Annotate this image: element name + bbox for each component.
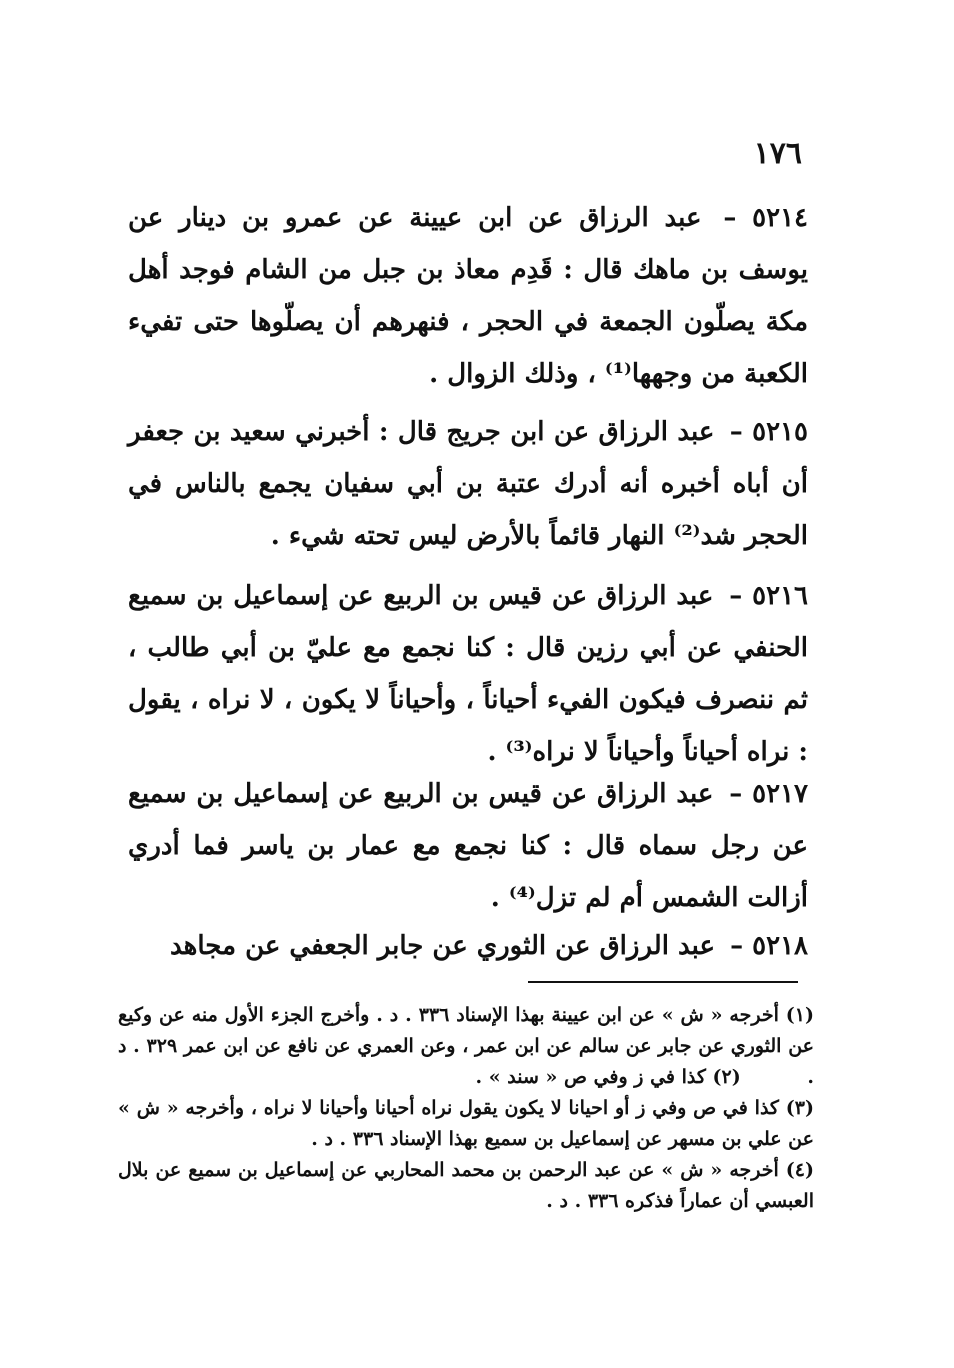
hadith-number: ٥٢١٨ – xyxy=(730,931,808,961)
footnote-1 xyxy=(118,1000,814,1093)
footnote-4-text: (٤) أخرجه « ش » عن عبد الرحمن بن محمد المحاربي عن إسماعيل بن سميع عن بلال العبسي أن عماراً فذكره ٣٣٦ . د . xyxy=(118,1159,814,1212)
footnote-4 xyxy=(118,1155,814,1217)
hadith-5215 xyxy=(128,406,808,562)
hadith-number: ٥٢١٤ – xyxy=(723,203,808,233)
hadith-number: ٥٢١٦ – xyxy=(729,581,808,611)
hadith-5218 xyxy=(128,920,808,972)
hadith-text: عبد الرزاق عن الثوري عن جابر الجعفي عن مجاهد xyxy=(170,931,716,961)
hadith-number: ٥٢١٥ – xyxy=(729,417,808,447)
footnote-3 xyxy=(118,1093,814,1155)
hadith-5217 xyxy=(128,768,808,924)
footnotes xyxy=(118,1000,814,1217)
hadith-text: عبد الرزاق عن قيس بن الربيع عن إسماعيل بن سميع الحنفي عن أبي رزين قال : كنا نجمع مع عليّ بن أبي طالب ، ثم ننصرف فيكون الفيء أحياناً ، وأحياناً لا يكون ، لا نراه ، يقول : نراه أحياناً وأحياناً لا نراه⁽³⁾ . xyxy=(128,581,808,767)
hadith-text: عبد الرزاق عن ابن جريج قال : أخبرني سعيد بن جعفر أن أباه أخبره أنه أدرك عتبة بن أبي سفيان يجمع بالناس في الحجر شد⁽²⁾ النهار قائماً بالأرض ليس تحته شيء . xyxy=(128,417,808,551)
hadith-number: ٥٢١٧ – xyxy=(729,779,808,809)
footnote-divider xyxy=(528,981,798,983)
page-number: ١٧٦ xyxy=(753,136,802,171)
footnote-3-text: (٣) كذا في ص وفي ز أو احيانا لا يكون يقول نراه أحيانا وأحيانا لا نراه ، وأخرجه « ش » عن علي بن مسهر عن إسماعيل بن سميع بهذا الإسناد ٣٣٦ . د . xyxy=(118,1097,814,1150)
hadith-text: عبد الرزاق عن ابن عيينة عن عمرو بن دينار عن يوسف بن ماهك قال : قَدِم معاذ بن جبل من الشام فوجد أهل مكة يصلّون الجمعة في الحجر ، فنهرهم أن يصلّوها حتى تفيء الكعبة من وجهها⁽¹⁾ ، وذلك الزوال . xyxy=(128,203,808,389)
hadith-5216 xyxy=(128,570,808,778)
hadith-5214 xyxy=(128,192,808,400)
footnote-1-text: (١) أخرجه « ش » عن ابن عيينة بهذا الإسناد ٣٣٦ . د . وأخرج الجزء الأول منه عن وكيع عن الثوري عن جابر عن سالم عن ابن عمر ، وعن العمري عن نافع عن ابن عمر ٣٢٩ . د . xyxy=(118,1004,814,1088)
hadith-text: عبد الرزاق عن قيس بن الربيع عن إسماعيل بن سميع عن رجل سماه قال : كنا نجمع مع عمار بن ياسر فما أدري أزالت الشمس أم لم تزل⁽⁴⁾ . xyxy=(128,779,808,913)
footnote-2-text: (٢) كذا في ز وفي ص « سند » . xyxy=(475,1066,741,1088)
